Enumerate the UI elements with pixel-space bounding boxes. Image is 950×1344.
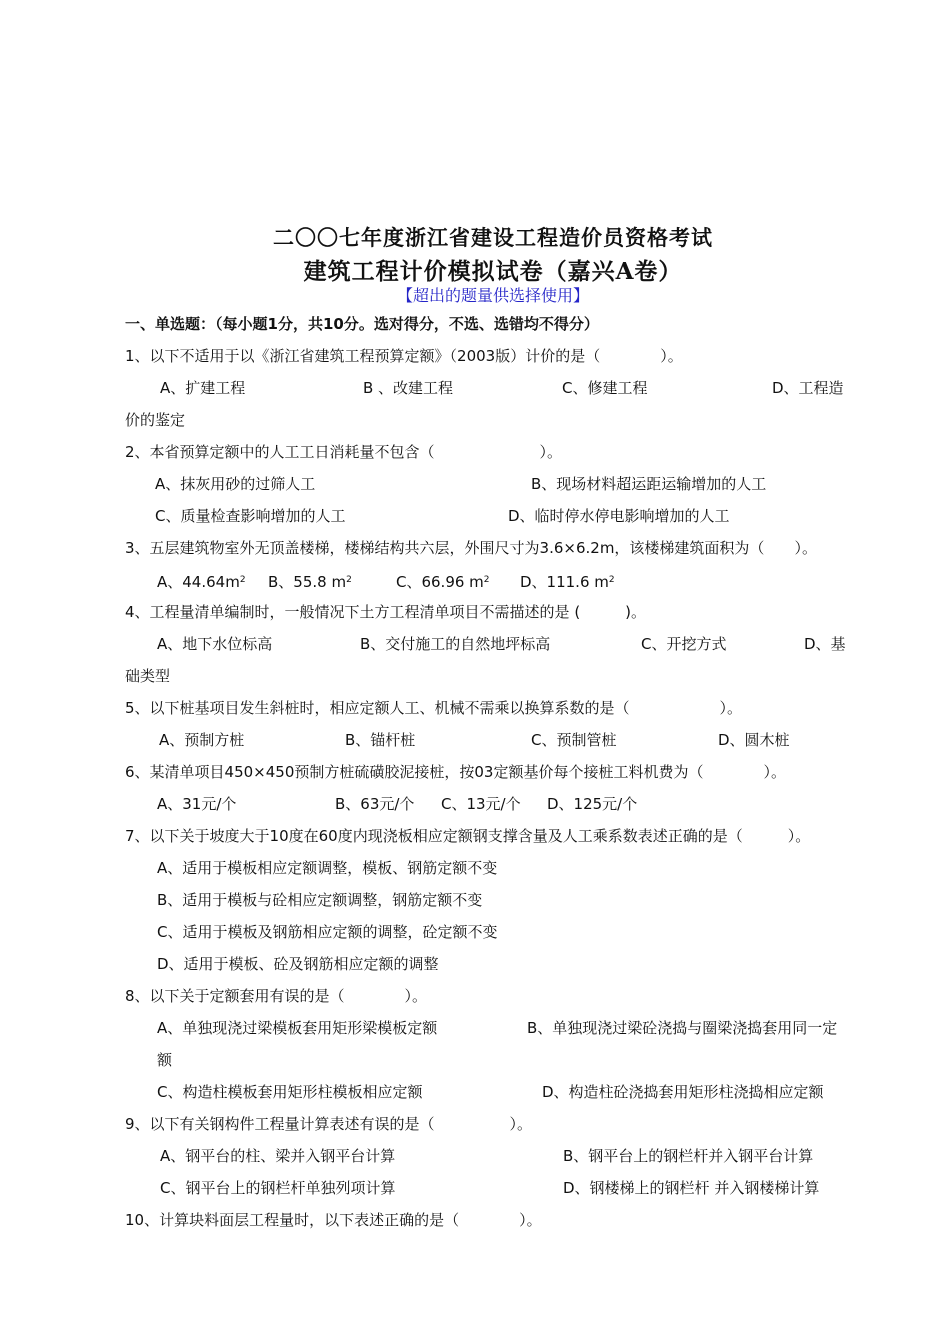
q2-option-c: C、质量检查影响增加的人工: [155, 507, 346, 525]
question-4: 4、工程量清单编制时，一般情况下土方工程清单项目不需描述的是 ( )。: [125, 603, 647, 621]
q4-option-d: D、基: [804, 635, 846, 653]
q6-option-b: B、63元/个: [335, 795, 415, 813]
q4-option-c: C、开挖方式: [641, 635, 727, 653]
q5-option-b: B、锚杆桩: [345, 731, 416, 749]
q9-option-a: A、钢平台的柱、梁并入钢平台计算: [160, 1147, 396, 1165]
q3-option-a: A、$44.64m^2$: [157, 573, 246, 591]
q8-option-c: C、构造柱模板套用矩形柱模板相应定额: [157, 1083, 423, 1101]
q1-option-a: A、扩建工程: [160, 379, 246, 397]
question-7: 7、以下关于坡度大于10度在60度内现浇板相应定额钢支撑含量及人工乘系数表述正确的是（ ）。: [125, 827, 811, 845]
q4-option-a: A、地下水位标高: [157, 635, 273, 653]
q5-option-a: A、预制方桩: [159, 731, 245, 749]
question-10: 10、计算块料面层工程量时，以下表述正确的是（ ）。: [125, 1211, 542, 1229]
question-2: 2、本省预算定额中的人工工日消耗量不包含（ ）。: [125, 443, 563, 461]
q5-option-d: D、圆木桩: [718, 731, 790, 749]
q3-option-d: D、111.6 $m^2$: [520, 573, 615, 591]
selection-note: 【超出的题量供选择使用】: [396, 286, 589, 305]
q2-option-d: D、临时停水停电影响增加的人工: [508, 507, 730, 525]
q7-option-d: D、适用于模板、砼及钢筋相应定额的调整: [157, 955, 439, 973]
q5-option-c: C、预制管桩: [531, 731, 617, 749]
question-3: 3、五层建筑物室外无顶盖楼梯，楼梯结构共六层，外围尺寸为3.6×6.2m，该楼梯建筑面积为（ ）。: [125, 539, 817, 557]
q8-option-b: B、单独现浇过梁砼浇捣与圈梁浇捣套用同一定: [527, 1019, 838, 1037]
q3-option-b: B、55.8 $m^2$: [268, 573, 352, 591]
question-6: 6、某清单项目450×450预制方桩硫磺胶泥接桩，按03定额基价每个接桩工料机费为（ ）。: [125, 763, 786, 781]
q7-option-b: B、适用于模板与砼相应定额调整，钢筋定额不变: [157, 891, 483, 909]
q6-option-a: A、31元/个: [157, 795, 237, 813]
q1-option-c: C、修建工程: [562, 379, 648, 397]
q8-option-b-wrap: 额: [157, 1051, 173, 1069]
q4-option-d-wrap: 础类型: [125, 667, 171, 685]
section-heading: 一、单选题：（每小题1分，共10分。选对得分，不选、选错均不得分）: [125, 315, 599, 333]
q1-option-d-wrap: 价的鉴定: [125, 411, 186, 429]
q9-option-b: B、钢平台上的钢栏杆并入钢平台计算: [563, 1147, 814, 1165]
q6-option-c: C、13元/个: [441, 795, 521, 813]
question-9: 9、以下有关钢构件工程量计算表述有误的是（ ）。: [125, 1115, 533, 1133]
question-5: 5、以下桩基项目发生斜桩时，相应定额人工、机械不需乘以换算系数的是（ ）。: [125, 699, 743, 717]
q1-option-d: D、工程造: [772, 379, 844, 397]
q7-option-a: A、适用于模板相应定额调整，模板、钢筋定额不变: [157, 859, 498, 877]
q2-option-b: B、现场材料超运距运输增加的人工: [531, 475, 767, 493]
q4-option-b: B、交付施工的自然地坪标高: [360, 635, 551, 653]
exam-subtitle: 建筑工程计价模拟试卷（嘉兴A卷）: [303, 258, 683, 285]
q2-option-a: A、抹灰用砂的过筛人工: [155, 475, 316, 493]
q8-option-d: D、构造柱砼浇捣套用矩形柱浇捣相应定额: [542, 1083, 824, 1101]
q6-option-d: D、125元/个: [547, 795, 638, 813]
q9-option-c: C、钢平台上的钢栏杆单独列项计算: [160, 1179, 396, 1197]
q1-option-b: B 、改建工程: [363, 379, 454, 397]
q7-option-c: C、适用于模板及钢筋相应定额的调整，砼定额不变: [157, 923, 498, 941]
exam-title: 二〇〇七年度浙江省建设工程造价员资格考试: [273, 225, 713, 250]
q3-option-c: C、66.96 $m^2$: [396, 573, 490, 591]
q9-option-d: D、钢楼梯上的钢栏杆 并入钢楼梯计算: [563, 1179, 820, 1197]
q8-option-a: A、单独现浇过梁模板套用矩形梁模板定额: [157, 1019, 438, 1037]
question-8: 8、以下关于定额套用有误的是（ ）。: [125, 987, 428, 1005]
question-1: 1、以下不适用于以《浙江省建筑工程预算定额》（2003版）计价的是（ ）。: [125, 347, 683, 365]
